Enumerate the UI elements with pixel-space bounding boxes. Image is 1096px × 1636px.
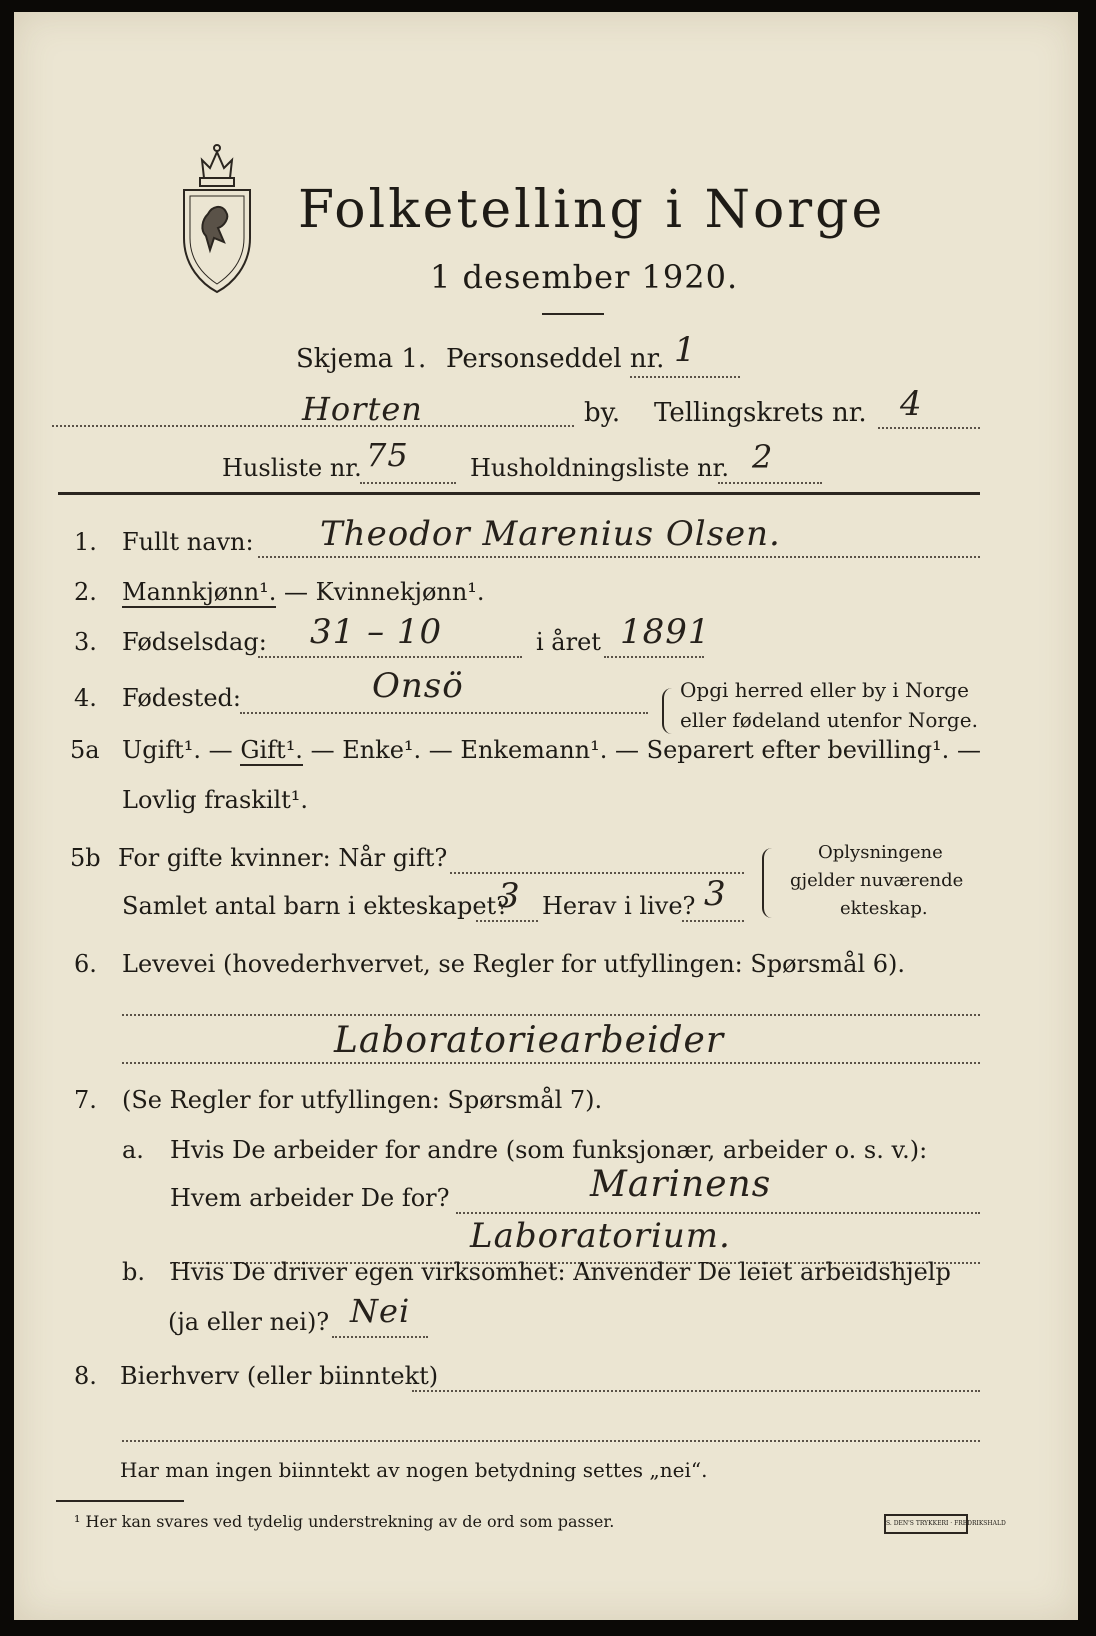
q5b-alive-line [682,920,744,922]
status-fraskilt-option[interactable]: Lovlig fraskilt¹. [122,786,309,814]
q4-note-line1: Opgi herred eller by i Norge [680,678,969,702]
children-total-value[interactable]: 3 [498,876,521,916]
q7b-letter: b. [122,1258,145,1286]
gender-male-option[interactable]: Mannkjønn¹. [122,578,277,606]
q5b-number: 5b [70,844,101,872]
footnote-text: ¹ Her kan svares ved tydelig understrekning av de ord som passer. [74,1512,615,1531]
q5b-children-label: Samlet antal barn i ekteskapet? [122,892,510,920]
q1-label: Fullt navn: [122,528,254,556]
q5b-note-bracket [762,848,774,918]
q7a-letter: a. [122,1136,144,1164]
q3-year-label: i året [536,628,601,656]
q4-line [240,712,648,714]
q3-number: 3. [74,628,97,656]
children-alive-value[interactable]: 3 [704,874,727,914]
by-label: by. [584,398,621,428]
q5b-alive-label: Herav i live? [542,892,696,920]
q6-label: Levevei (hovederhvervet, se Regler for utfyllingen: Spørsmål 6). [122,950,906,978]
q7-number: 7. [74,1086,97,1114]
q8-line1 [412,1390,980,1392]
q8-number: 8. [74,1362,97,1390]
q4-number: 4. [74,684,97,712]
gender-female-option[interactable]: Kvinnekjønn¹. [315,578,485,606]
q3-year-line [604,656,704,658]
q5b-note-line2: gjelder nuværende [790,870,964,891]
q6-number: 6. [74,950,97,978]
coat-of-arms-icon [174,138,260,294]
q7b-line [332,1336,428,1338]
q4-label: Fødested: [122,684,241,712]
q5b-married-line [450,872,744,874]
q5b-note-line3: ekteskap. [840,898,928,919]
q7a-line1 [456,1212,980,1214]
q3-label: Fødselsdag: [122,628,267,656]
q4-note-bracket [662,688,672,734]
q8-line2 [122,1440,980,1442]
personseddel-label: Personseddel nr. [446,344,665,374]
q7b-text: Hvis De driver egen virksomhet: Anvender De leiet arbeidshjelp [170,1258,951,1286]
q7a-text: Hvis De arbeider for andre (som funksjonær, arbeider o. s. v.): [170,1136,928,1164]
tellingskrets-value[interactable]: 4 [900,384,923,424]
q7-label: (Se Regler for utfyllingen: Spørsmål 7). [122,1086,603,1114]
q3-date-line [258,656,522,658]
birth-year-value[interactable]: 1891 [620,612,711,652]
employer-value-line2[interactable]: Laboratorium. [470,1216,731,1256]
personseddel-value[interactable]: 1 [674,330,697,370]
status-gift-option[interactable]: Gift¹. [240,736,303,764]
q2-number: 2. [74,578,97,606]
form-date: 1 desember 1920. [430,258,739,296]
q5b-children-line [476,920,538,922]
personseddel-line [630,376,740,378]
gender-separator: — [276,578,316,606]
birthdate-value[interactable]: 31 – 10 [310,612,443,652]
q6-line2 [122,1062,980,1064]
header-rule [58,492,980,495]
status-other-options[interactable]: — Enke¹. — Enkemann¹. — Separert efter bevilling¹. — [302,736,981,764]
q8-label: Bierhverv (eller biinntekt) [120,1362,439,1390]
skjema-label: Skjema 1. [296,344,427,374]
employer-value-line1[interactable]: Marinens [590,1164,772,1205]
husholdning-value[interactable]: 2 [752,438,774,476]
q1-number: 1. [74,528,97,556]
q5a-number: 5a [70,736,100,764]
footnote-rule [56,1500,184,1502]
husliste-value[interactable]: 75 [366,436,409,474]
husholdning-line [718,482,822,484]
q7b-question: (ja eller nei)? [168,1308,330,1336]
husholdning-label: Husholdningsliste nr. [470,454,729,482]
birthplace-value[interactable]: Onsö [372,666,464,706]
tellingskrets-line [878,427,980,429]
printer-stamp: S. DEN'S TRYKKERI · FREDRIKSHALD [884,1514,968,1534]
q6-line1 [122,1014,980,1016]
husliste-line [360,482,456,484]
tellingskrets-label: Tellingskrets nr. [654,398,867,428]
q5b-label: For gifte kvinner: Når gift? [118,844,448,872]
status-ugift-option[interactable]: Ugift¹. [122,736,202,764]
hired-help-value[interactable]: Nei [350,1292,411,1330]
full-name-value[interactable]: Theodor Marenius Olsen. [320,514,781,554]
title-divider [542,313,604,315]
town-value[interactable]: Horten [302,390,423,428]
q4-note-line2: eller fødeland utenfor Norge. [680,708,978,732]
q7a-question: Hvem arbeider De for? [170,1184,450,1212]
q1-line [258,556,980,558]
form-title: Folketelling i Norge [298,180,886,240]
status-separator: — [201,736,241,764]
footer-note: Har man ingen biinntekt av nogen betydning settes „nei“. [120,1458,708,1482]
husliste-label: Husliste nr. [222,454,362,482]
q5b-note-line1: Oplysningene [818,842,943,863]
census-form-sheet [14,12,1078,1620]
occupation-value[interactable]: Laboratoriearbeider [334,1020,725,1061]
